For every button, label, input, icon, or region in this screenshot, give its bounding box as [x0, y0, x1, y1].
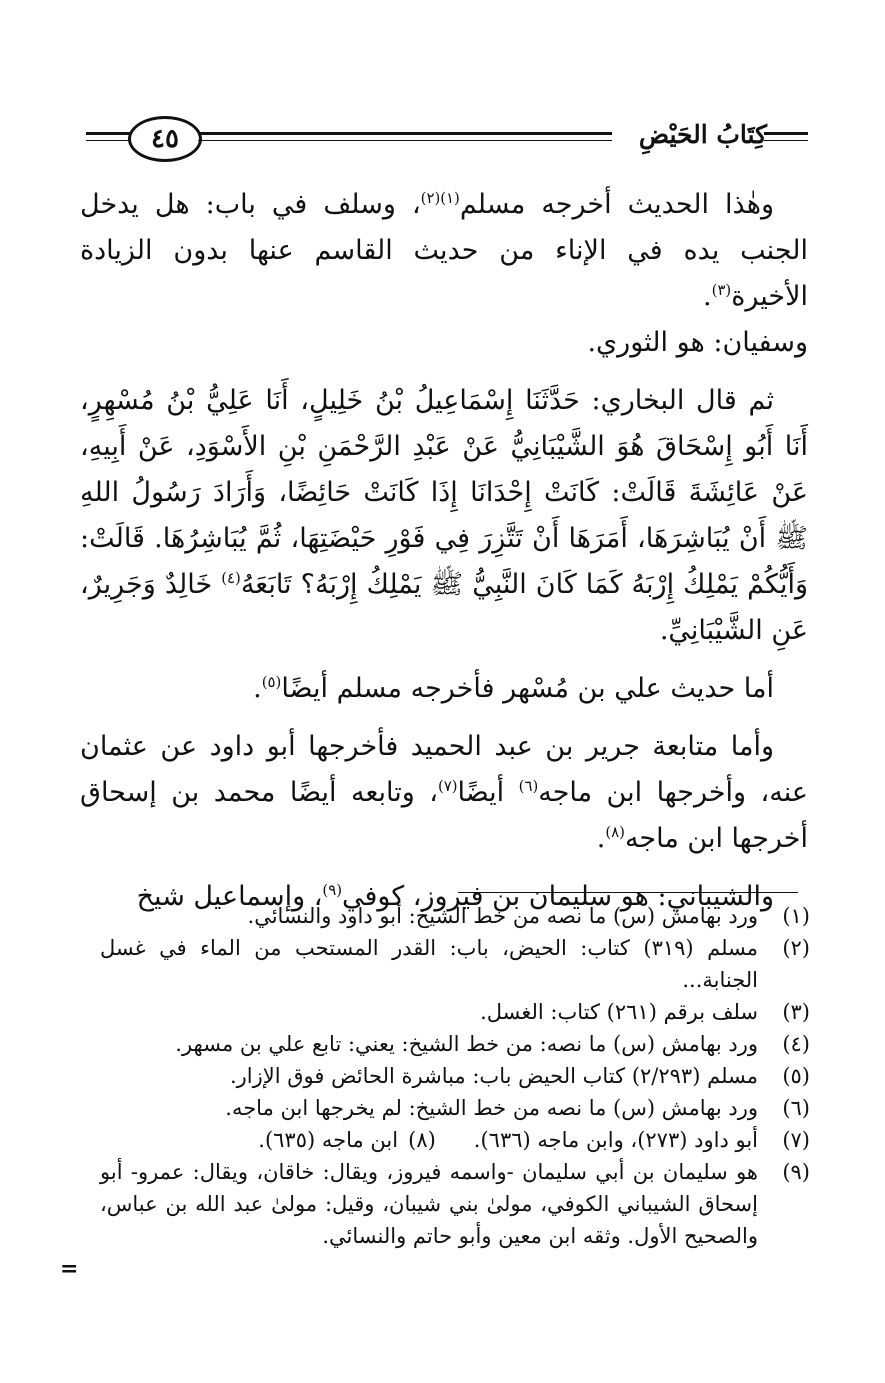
paragraph-4-text-3: ، وتابعه أيضًا محمد بن إسحاق أخرجها ابن ماجه [80, 777, 808, 854]
paragraph-3 [80, 666, 808, 712]
footnote-number: (٢) [782, 936, 810, 960]
footnote [100, 1092, 810, 1124]
footnote-text-first: أبو داود (٢٧٣)، وابن ماجه (٦٣٦). [473, 1128, 758, 1152]
page-header [0, 110, 885, 162]
header-rule-left-bottom [86, 140, 130, 141]
footnote-text: مسلم (٣١٩) كتاب: الحيض، باب: القدر المستحب من الماء في غسل الجنابة... [100, 936, 758, 992]
footnote-inline [258, 1128, 436, 1152]
paragraph-1-text: وهٰذا الحديث أخرجه مسلم [459, 189, 774, 220]
paragraph-4-end: . [596, 823, 606, 854]
footnotes [100, 900, 810, 1252]
footnote-ref: (٣) [711, 281, 732, 299]
paragraph-1 [80, 182, 808, 320]
hadith-text: ثم قال البخاري: حَدَّثَنَا إِسْمَاعِيلُ بْنُ خَلِيلٍ، أَنَا عَلِيُّ بْنُ مُسْهِرٍ، أَنَا أَبُو إِسْحَاقَ هُوَ الشَّيْبَانِيُّ عَنْ عَبْدِ الرَّحْمَنِ بْنِ الأَسْوَدِ، عَنْ أَبِيهِ، عَنْ عَائِشَةَ قَالَتْ: كَانَتْ إِحْدَانَا إِذَا كَانَتْ حَائِضًا، وَأَرَادَ رَسُولُ اللهِ ﷺ أَنْ يُبَاشِرَهَا، أَمَرَهَا أَنْ تَتَّزِرَ فِي فَوْرِ حَيْضَتِهَا، ثُمَّ يُبَاشِرُهَا. قَالَتْ: وَأَيُّكُمْ يَمْلِكُ إِرْبَهُ كَمَا كَانَ النَّبِيُّ ﷺ يَمْلِكُ إِرْبَهُ؟ تَابَعَهُ [80, 385, 809, 600]
footnote [100, 996, 810, 1028]
footnote [100, 900, 810, 932]
book-title: كِتَابُ الحَيْضِ [638, 120, 767, 149]
paragraph-5-text: والشيباني: هو سليمان بن فيروز، كوفي [342, 881, 774, 912]
footnote-number: (٤) [782, 1032, 810, 1056]
paragraph-5-end: ، وإسماعيل شيخ [136, 881, 323, 912]
header-rule-middle-top [198, 132, 612, 135]
paragraph-2 [80, 378, 808, 654]
footnote-text: سلف برقم (٢٦١) كتاب: الغسل. [480, 1000, 758, 1024]
footnote-number: (٩) [782, 1160, 810, 1184]
header-rule-middle-bottom [198, 140, 612, 141]
paragraph-1-line [80, 320, 808, 366]
paragraph-1-end: . [703, 281, 712, 312]
footnote-separator [458, 892, 798, 893]
paragraph-3-end: . [253, 673, 262, 704]
footnote-text: مسلم (٢/٢٩٣) كتاب الحيض باب: مباشرة الحائض فوق الإزار. [229, 1064, 758, 1088]
footnote-ref: (٦) [518, 777, 539, 795]
footnote-ref: (٨) [605, 823, 625, 841]
footnote-number: (١) [782, 904, 810, 928]
footnote-text: ورد بهامش (س) ما نصه من خط الشيخ: أبو داود والنسائي. [247, 904, 758, 928]
footnote-text: هو سليمان بن أبي سليمان -واسمه فيروز، ويقال: خاقان، ويقال: عمرو- أبو إسحاق الشيباني الكوفي، مولىٰ بني شيبان، وقيل: مولىٰ عبد الله بن عباس، والصحيح الأول. وثقه ابن معين وأبو حاتم والنسائي. [100, 1160, 758, 1248]
footnote-ref: (١)(٢) [420, 189, 460, 207]
continuation-mark: = [60, 1256, 79, 1282]
header-rule-right-bottom [764, 140, 808, 141]
footnote [100, 1060, 810, 1092]
footnote-number: (٧) [782, 1128, 810, 1152]
page-number: ٤٥ [151, 124, 179, 154]
sufyan-line: وسفيان: هو الثوري. [587, 327, 808, 358]
footnote-number: (٦) [782, 1096, 810, 1120]
page-number-badge [128, 116, 202, 162]
paragraph-3-text: أما حديث علي بن مُسْهر فأخرجه مسلم أيضًا [281, 673, 774, 704]
footnote [100, 1028, 810, 1060]
footnote-text-second: ابن ماجه (٦٣٥). [258, 1128, 399, 1152]
footnote-number: (٣) [782, 1000, 810, 1024]
hadith-text-end: خَالِدٌ وَجَرِيرٌ، عَنِ الشَّيْبَانِيِّ. [80, 569, 808, 646]
footnote-ref: (٥) [261, 673, 282, 691]
header-rule-right-top [764, 132, 808, 135]
paragraph-4 [80, 724, 808, 862]
main-text [80, 182, 808, 932]
footnote [100, 1156, 810, 1252]
header-rule-left-top [86, 132, 130, 135]
paragraph-4-text-2: أيضًا [457, 777, 519, 808]
footnote [100, 1124, 810, 1156]
footnote [100, 932, 810, 996]
paragraph-1-text-cont: ، وسلف في باب: هل يدخل الجنب يده في الإناء من حديث القاسم عنها بدون الزيادة الأخيرة [80, 189, 808, 312]
footnote-text: ورد بهامش (س) ما نصه من خط الشيخ: لم يخرجها ابن ماجه. [225, 1096, 758, 1120]
footnote-ref: (٤) [221, 569, 241, 587]
paragraph-4-text: وأما متابعة جرير بن عبد الحميد فأخرجها أبو داود عن عثمان عنه، وأخرجها ابن ماجه [80, 731, 808, 808]
footnote-ref: (٩) [322, 881, 342, 899]
footnote-text: ورد بهامش (س) ما نصه: من خط الشيخ: يعني: تابع علي بن مسهر. [175, 1032, 758, 1056]
footnote-number: (٨) [408, 1128, 436, 1152]
footnote-ref: (٧) [437, 777, 458, 795]
footnote-number: (٥) [782, 1064, 810, 1088]
footnote-text [100, 1124, 758, 1156]
